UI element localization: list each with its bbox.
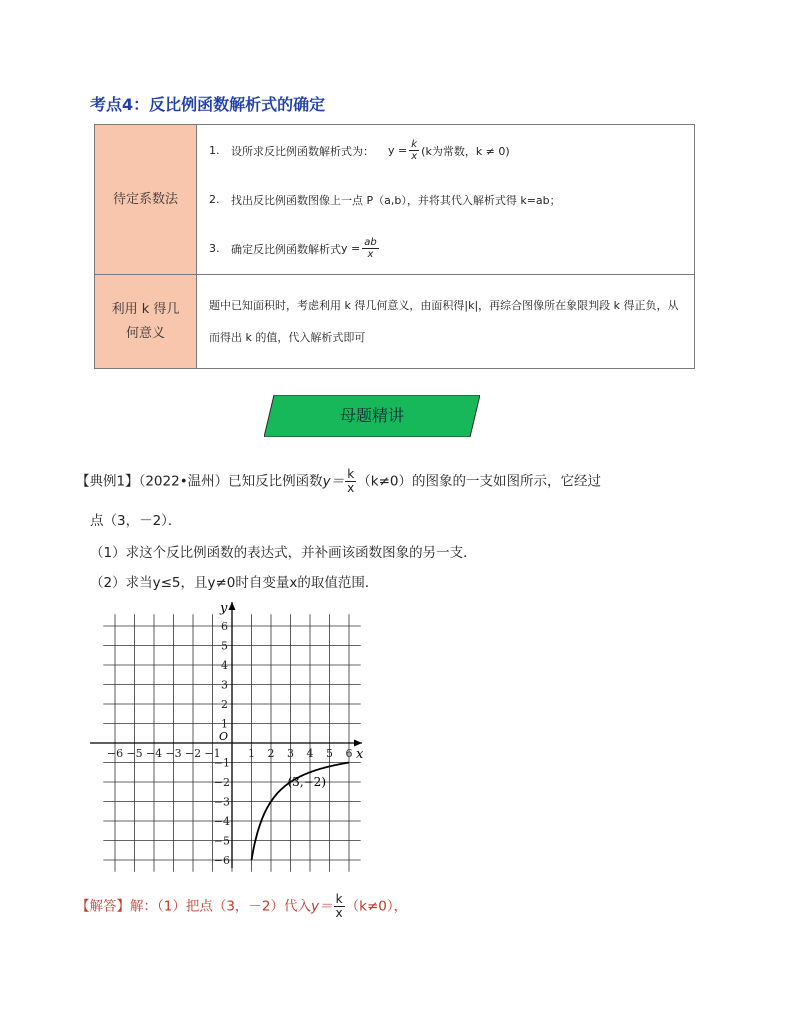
fraction-numerator: k (335, 892, 343, 906)
fraction-numerator: k (347, 467, 355, 481)
x-tick-label: 1 (248, 747, 255, 760)
x-tick-label: 6 (345, 747, 353, 760)
example-tag: 【典例1】 (76, 473, 139, 490)
point-label: (3,−2) (287, 775, 327, 789)
x-tick-label: −6 (106, 747, 124, 760)
abs-k: |k| (464, 298, 479, 312)
example-question-1: （1）求这个反比例函数的表达式，并补画该函数图象的另一支． (90, 545, 477, 561)
method-row-undetermined-coefficients (95, 125, 695, 275)
example-y-eq: y＝ (322, 473, 345, 490)
example-line-2: 点（3，－2）． (90, 513, 182, 529)
answer-line (76, 893, 407, 920)
y-tick-label: 5 (221, 639, 228, 653)
x-tick-label: 4 (306, 747, 314, 760)
step-3 (209, 229, 682, 269)
y-tick-label: 2 (221, 698, 228, 711)
methods-table (94, 124, 695, 369)
y-tick-label: 4 (221, 659, 228, 672)
answer-y-eq: y＝ (311, 898, 333, 915)
origin-label: O (219, 730, 229, 743)
step-number: 3. (209, 242, 220, 255)
fraction-ab-over-x (362, 237, 378, 260)
formula-condition: (k为常数，k ≠ 0) (421, 144, 510, 158)
x-tick-label: −4 (145, 747, 163, 760)
y-tick-label: 3 (221, 678, 228, 692)
x-tick-label: 5 (326, 747, 333, 760)
method-text-part-a: 题中已知面积时，考虑利用 k 得几何意义，由面积得 (209, 298, 465, 312)
formula-lhs: y = (388, 144, 408, 157)
step-text: 找出反比例函数图像上一点 P（a,b），并将其代入解析式得 k=ab； (231, 193, 561, 207)
example-line-1 (76, 468, 601, 495)
step-text: 设所求反比例函数解析式为： (231, 144, 374, 158)
method-content (197, 125, 695, 275)
method-text-part-b: ，再综合图像所在象限判段 k 得正负，从而得出 k 的值，代入解析式即可 (209, 298, 679, 344)
example-condition: （k≠0） (357, 473, 412, 490)
method-label: 待定系数法 (95, 125, 197, 275)
method-content (197, 275, 695, 369)
answer-condition: （k≠0）， (345, 898, 408, 915)
example-rest: 的图象的一支如图所示，它经过 (412, 473, 601, 490)
x-axis-arrow (354, 740, 362, 747)
method-label (95, 275, 197, 369)
y-tick-label: 1 (221, 717, 228, 731)
y-axis-arrow (229, 602, 236, 610)
x-axis-label: x (356, 747, 364, 762)
formula-lhs: y = (341, 242, 361, 255)
step-number: 2. (209, 193, 220, 206)
x-tick-label: −2 (184, 747, 202, 760)
step-1 (209, 131, 682, 171)
fraction-denominator: x (347, 481, 355, 495)
method-row-geometric-meaning (95, 275, 695, 369)
y-tick-label: −4 (213, 815, 230, 828)
section-heading: 考点4：反比例函数解析式的确定 (90, 95, 326, 114)
y-tick-label: −2 (213, 776, 230, 789)
y-axis-label: y (220, 601, 228, 616)
y-tick-label: −1 (213, 756, 230, 770)
x-tick-label: −1 (204, 747, 221, 760)
example-question-2: （2）求当y≤5，且y≠0时自变量x的取值范围． (90, 575, 379, 591)
fraction-numerator: k (411, 139, 418, 150)
x-tick-label: 2 (267, 747, 275, 760)
banner-title: 母题精讲 (339, 406, 404, 425)
y-tick-label: 6 (221, 620, 228, 633)
x-tick-label: 3 (287, 747, 294, 760)
answer-text: 解：（1）把点（3，－2）代入 (130, 898, 312, 915)
fraction-k-over-x (409, 139, 419, 162)
example-fraction (345, 468, 356, 495)
x-tick-label: −5 (126, 747, 143, 760)
fraction-denominator: x (411, 151, 418, 162)
y-tick-label: −3 (213, 795, 230, 809)
x-tick-label: −3 (165, 747, 182, 760)
method-label-text: 利用 k 得几何意义 (111, 301, 180, 341)
fraction-numerator: ab (364, 237, 377, 248)
y-tick-label: −5 (213, 834, 230, 848)
y-tick-label: −6 (213, 854, 230, 867)
example-source: （2022•温州）已知反比例函数 (138, 473, 323, 490)
answer-tag: 【解答】 (76, 898, 130, 915)
fraction-denominator: x (335, 906, 343, 920)
coordinate-graph (86, 598, 376, 873)
step-2 (209, 171, 682, 229)
fraction-denominator: x (367, 249, 374, 260)
step-number: 1. (209, 144, 220, 157)
answer-fraction (334, 893, 345, 920)
step-text: 确定反比例函数解析式 (231, 242, 341, 256)
